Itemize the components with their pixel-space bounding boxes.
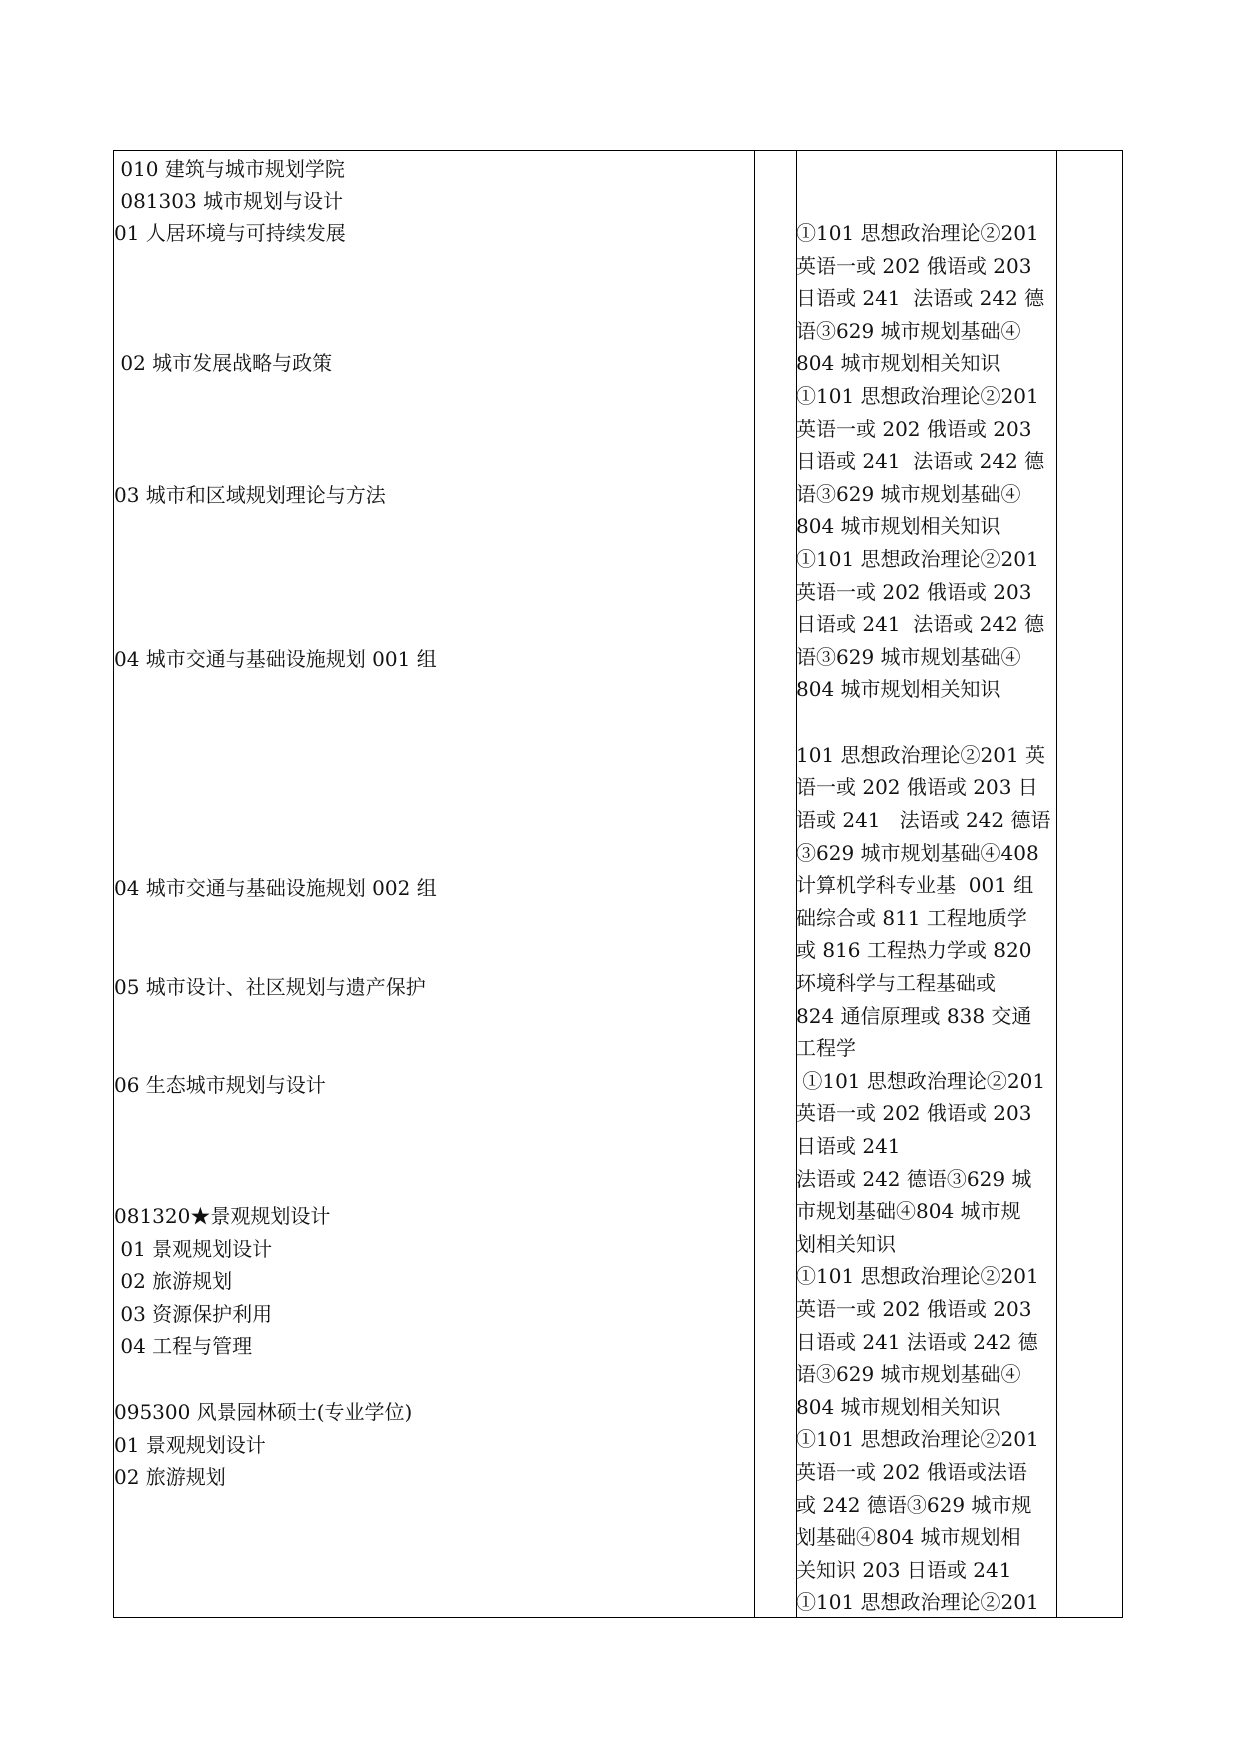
exam-line: 计算机学科专业基 001 组: [796, 873, 1034, 897]
exam-line: 日语或 241 法语或 242 德: [796, 612, 1045, 636]
exam-line: 语③629 城市规划基础④: [796, 645, 1021, 669]
exam-line: 工程学: [796, 1036, 856, 1060]
program-line: 03 城市和区域规划理论与方法: [114, 483, 386, 507]
program-line: 095300 风景园林硕士(专业学位): [114, 1400, 413, 1424]
program-line: 03 资源保护利用: [114, 1302, 273, 1326]
exam-subjects-column: [796, 151, 1056, 1617]
exam-line: ①101 思想政治理论②201: [796, 1590, 1039, 1614]
exam-line: 语③629 城市规划基础④: [796, 482, 1021, 506]
exam-line: ③629 城市规划基础④408: [796, 841, 1039, 865]
exam-line: 划基础④804 城市规划相: [796, 1525, 1021, 1549]
exam-line: 划相关知识: [796, 1232, 896, 1256]
exam-line: 日语或 241 法语或 242 德: [796, 1330, 1038, 1354]
exam-line: 法语或 242 德语③629 城: [796, 1167, 1032, 1191]
exam-line: 语③629 城市规划基础④: [796, 319, 1021, 343]
program-line: 04 工程与管理: [114, 1334, 253, 1358]
exam-line: 英语一或 202 俄语或 203: [796, 417, 1032, 441]
program-line: 04 城市交通与基础设施规划 001 组: [114, 647, 437, 671]
exam-line: 或 816 工程热力学或 820: [796, 938, 1032, 962]
exam-line: 英语一或 202 俄语或 203: [796, 1101, 1032, 1125]
exam-line: 英语一或 202 俄语或 203: [796, 254, 1032, 278]
exam-line: 语或 241 法语或 242 德语: [796, 808, 1051, 832]
exam-line: 824 通信原理或 838 交通: [796, 1004, 1032, 1028]
program-line: 01 人居环境与可持续发展: [114, 221, 346, 245]
exam-line: 804 城市规划相关知识: [796, 514, 1001, 538]
exam-line: 或 242 德语③629 城市规: [796, 1493, 1032, 1517]
exam-line: ①101 思想政治理论②201: [796, 221, 1039, 245]
program-line: 02 城市发展战略与政策: [114, 351, 333, 375]
program-line: 081320★景观规划设计: [114, 1204, 331, 1228]
exam-line: 804 城市规划相关知识: [796, 1395, 1001, 1419]
exam-line: 日语或 241: [796, 1134, 901, 1158]
exam-line: 804 城市规划相关知识: [796, 677, 1001, 701]
exam-line: ①101 思想政治理论②201: [796, 547, 1039, 571]
exam-line: 础综合或 811 工程地质学: [796, 906, 1027, 930]
program-line: 01 景观规划设计: [114, 1433, 266, 1457]
program-column: [114, 151, 754, 1617]
exam-line: 关知识 203 日语或 241: [796, 1558, 1012, 1582]
exam-line: ①101 思想政治理论②201: [796, 384, 1039, 408]
exam-line: 市规划基础④804 城市规: [796, 1199, 1021, 1223]
program-line: 01 景观规划设计: [114, 1237, 273, 1261]
program-line: 010 建筑与城市规划学院: [114, 157, 345, 181]
program-line: 06 生态城市规划与设计: [114, 1073, 326, 1097]
program-table: [113, 150, 1123, 1618]
exam-line: ①101 思想政治理论②201: [796, 1427, 1039, 1451]
program-line: 04 城市交通与基础设施规划 002 组: [114, 876, 437, 900]
program-line: 02 旅游规划: [114, 1465, 226, 1489]
exam-line: 环境科学与工程基础或: [796, 971, 996, 995]
column-divider-3: [1056, 151, 1057, 1617]
column-divider-1: [754, 151, 755, 1617]
exam-line: 日语或 241 法语或 242 德: [796, 449, 1045, 473]
exam-line: 语③629 城市规划基础④: [796, 1362, 1021, 1386]
program-line: 081303 城市规划与设计: [114, 189, 344, 213]
exam-line: 英语一或 202 俄语或 203: [796, 580, 1032, 604]
program-line: 02 旅游规划: [114, 1269, 233, 1293]
exam-line: ①101 思想政治理论②201: [796, 1069, 1046, 1093]
exam-line: 日语或 241 法语或 242 德: [796, 286, 1045, 310]
program-line: 05 城市设计、社区规划与遗产保护: [114, 975, 426, 999]
exam-line: 804 城市规划相关知识: [796, 351, 1001, 375]
exam-line: 英语一或 202 俄语或 203: [796, 1297, 1032, 1321]
exam-line: 101 思想政治理论②201 英: [796, 743, 1046, 767]
exam-line: 语一或 202 俄语或 203 日: [796, 775, 1038, 799]
exam-line: ①101 思想政治理论②201: [796, 1264, 1039, 1288]
exam-line: 英语一或 202 俄语或法语: [796, 1460, 1027, 1484]
